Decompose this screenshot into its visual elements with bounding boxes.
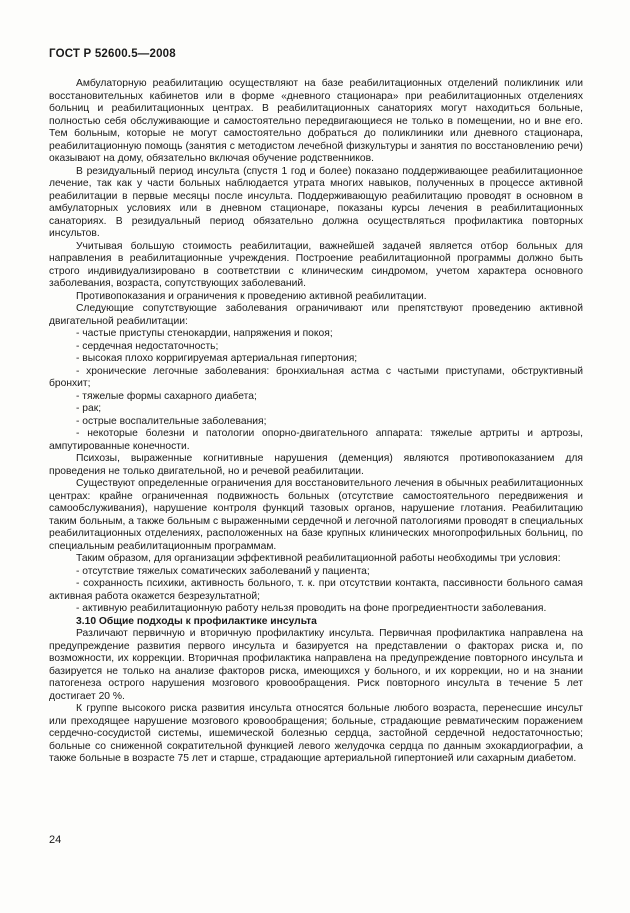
document-header: ГОСТ Р 52600.5—2008 — [49, 48, 176, 60]
paragraph: Следующие сопутствующие заболевания ограничивают или препятствуют проведению активной двигательной реабилитации: — [49, 303, 583, 327]
paragraph: Таким образом, для организации эффективной реабилитационной работы необходимы три условия: — [76, 553, 561, 564]
paragraph: Противопоказания и ограничения к проведению активной реабилитации. — [76, 290, 427, 302]
paragraph: К группе высокого риска развития инсульта относятся больные любого возраста, перенесшие инсульт или преходящее нарушение мозгового кровообращения; больные, страдающие ревматическим поражением сердечно-сосудистой системы, ишемической болезнью сердца, застойной сердечной недостаточностью; больные со сниженной сократительной функцией левого желудочка сердца по данным эхокардиографии, а также больные в возрасте 75 лет и старше, страдающие артериальной гипертонией или сахарным диабетом. — [49, 703, 583, 764]
paragraph: Учитывая большую стоимость реабилитации, важнейшей задачей является отбор больных для направления в реабилитационные учреждения. Построение реабилитационной программы должно быть строго индивидуализировано в соответствии с клиническим синдромом, учетом характера основного заболевания, возраста, сопутствующих заболеваний. — [49, 240, 583, 289]
list-item: - тяжелые формы сахарного диабета; — [76, 390, 257, 402]
list-item: - высокая плохо корригируемая артериальная гипертония; — [76, 353, 358, 364]
paragraph: Различают первичную и вторичную профилактику инсульта. Первичная профилактика направлена на предупреждение развития первого инсульта и базируется на представлении о факторах риска и, по возможности, их коррекции. Вторичная профилактика направлена на предупреждение повторного инсульта и базируется не только на анализе факторов риска, имеющихся у больного, и их коррекции, но и на знании патогенеза острого нарушения мозгового кровообращения. Риск повторного инсульта в течение 5 лет достигает 20 %. — [49, 628, 583, 702]
paragraph: В резидуальный период инсульта (спустя 1 год и более) показано поддерживающее реабилитационное лечение, так как у части больных наблюдается утрата многих навыков, полученных в процессе активной реабилитации в первые месяцы после инсульта. Поддерживающую реабилитацию проводят в основном в амбулаторных условиях или в дневном стационаре, показаны курсы лечения в реабилитационных санаториях. В резидуальный период обязательно должна осуществляться профилактика повторных инсультов. — [49, 165, 583, 239]
list-item: - частые приступы стенокардии, напряжения и покоя; — [76, 328, 333, 339]
paragraph: Психозы, выраженные когнитивные нарушения (деменция) являются противопоказанием для проведения не только двигательной, но и речевой реабилитации. — [49, 453, 583, 477]
list-item: - некоторые болезни и патологии опорно-двигательного аппарата: тяжелые артриты и артрозы, ампутированные конечности. — [49, 428, 583, 452]
page-number: 24 — [49, 834, 62, 846]
list-item: - рак; — [76, 403, 102, 414]
section-heading: 3.10 Общие подходы к профилактике инсульта — [76, 615, 317, 627]
list-item: - активную реабилитационную работу нельзя проводить на фоне прогредиентности заболевания. — [76, 603, 547, 614]
paragraph: Амбулаторную реабилитацию осуществляют на базе реабилитационных отделений поликлиник или восстановительных кабинетов или в форме «дневного стационара» при реабилитационных отделениях больниц и реабилитационных центрах. В реабилитационных санаториях могут находиться больные, полностью себя обслуживающие и самостоятельно передвигающиеся не только в помещении, но и вне его. Тем больным, которые не могут самостоятельно добраться до поликлиники или дневного стационара, реабилитационную помощь (занятия с методистом лечебной физкультуры и занятия по восстановлению речи) оказывают на дому, обязательно включая обучение родственников. — [49, 78, 583, 164]
list-item: - отсутствие тяжелых соматических заболеваний у пациента; — [76, 565, 370, 577]
list-item: - хронические легочные заболевания: бронхиальная астма с частыми приступами, обструктивный бронхит; — [49, 365, 583, 389]
list-item: - сохранность психики, активность больного, т. к. при отсутствии контакта, пассивности больного самая активная работа окажется безрезультатной; — [49, 578, 583, 602]
list-item: - острые воспалительные заболевания; — [76, 415, 267, 427]
list-item: - сердечная недостаточность; — [76, 340, 219, 352]
document-body — [49, 78, 583, 766]
paragraph: Существуют определенные ограничения для восстановительного лечения в обычных реабилитационных центрах: крайне ограниченная подвижность больных (отсутствие самостоятельного передвижения и самообслуживания), нарушение контроля функций тазовых органов, нарушение глотания. Реабилитацию таким больным, а также больным с выраженными сердечной и легочной патологиями проводят в специальных реабилитационных отделениях, расположенных на базе крупных клинических многопрофильных больниц, по специальным реабилитационным программам. — [49, 478, 583, 552]
